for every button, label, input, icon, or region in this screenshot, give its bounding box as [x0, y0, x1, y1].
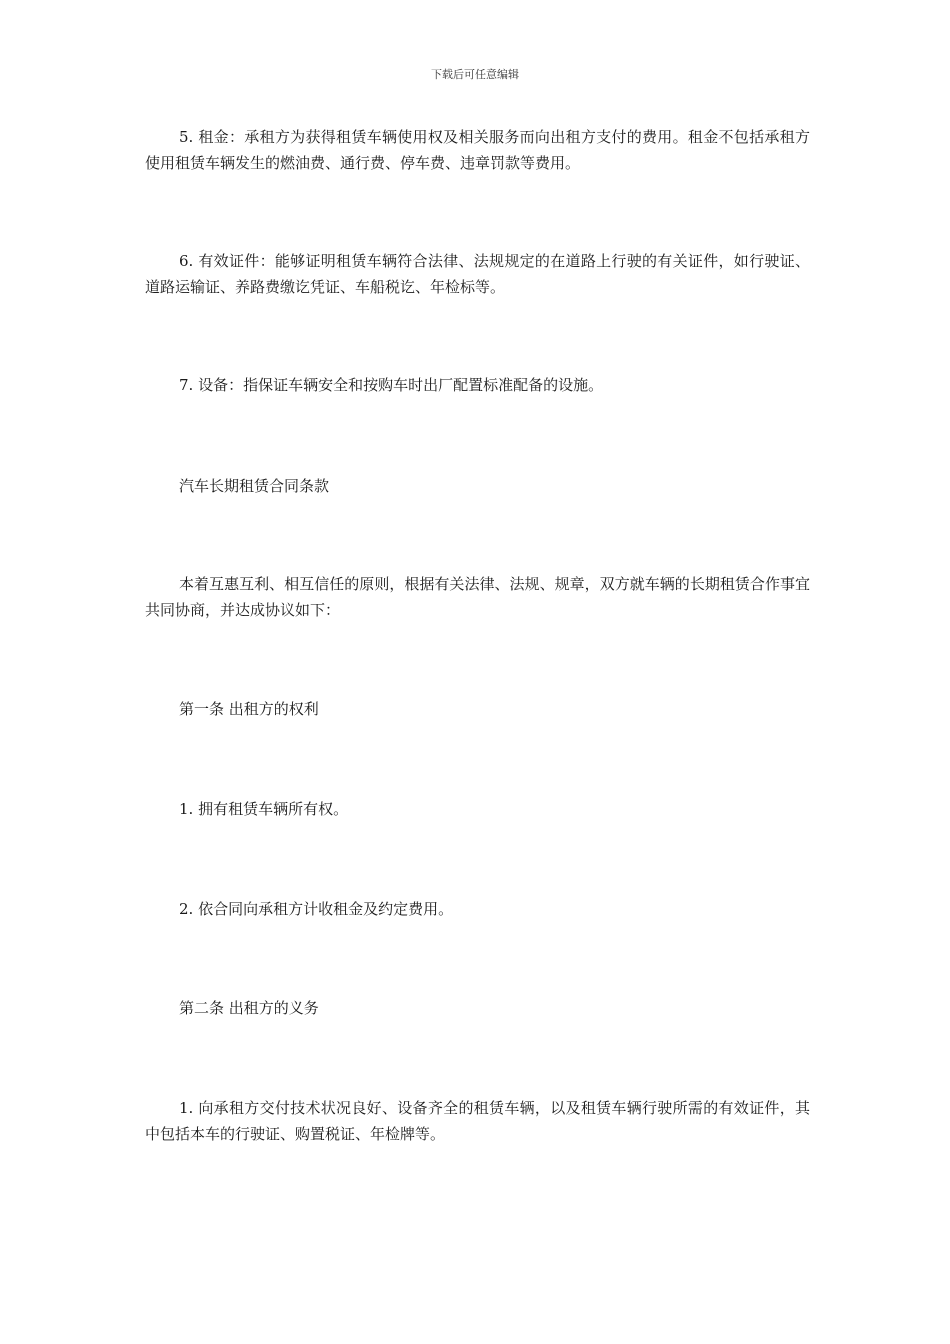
article-two-item-1: 1. 向承租方交付技术状况良好、设备齐全的租赁车辆，以及租赁车辆行驶所需的有效证件，其中包括本车的行驶证、购置税证、年检牌等。: [145, 1099, 810, 1143]
article-one-item-1: 1. 拥有租赁车辆所有权。: [179, 800, 349, 818]
section-title-contract-terms: 汽车长期租赁合同条款: [179, 477, 330, 495]
paragraph-preamble: 本着互惠互利、相互信任的原则，根据有关法律、法规、规章，双方就车辆的长期租赁合作事宜共同协商，并达成协议如下：: [145, 575, 810, 619]
page-header-note: 下载后可任意编辑: [431, 68, 519, 81]
article-two-heading: 第二条 出租方的义务: [179, 999, 319, 1017]
article-one-item-2: 2. 依合同向承租方计收租金及约定费用。: [179, 900, 454, 918]
paragraph-rent-definition: 5. 租金：承租方为获得租赁车辆使用权及相关服务而向出租方支付的费用。租金不包括承租方使用租赁车辆发生的燃油费、通行费、停车费、违章罚款等费用。: [145, 128, 810, 172]
paragraph-valid-documents-definition: 6. 有效证件：能够证明租赁车辆符合法律、法规规定的在道路上行驶的有关证件，如行驶证、道路运输证、养路费缴讫凭证、车船税讫、年检标等。: [145, 252, 810, 296]
article-one-heading: 第一条 出租方的权利: [179, 700, 319, 718]
paragraph-equipment-definition: 7. 设备：指保证车辆安全和按购车时出厂配置标准配备的设施。: [179, 376, 604, 394]
